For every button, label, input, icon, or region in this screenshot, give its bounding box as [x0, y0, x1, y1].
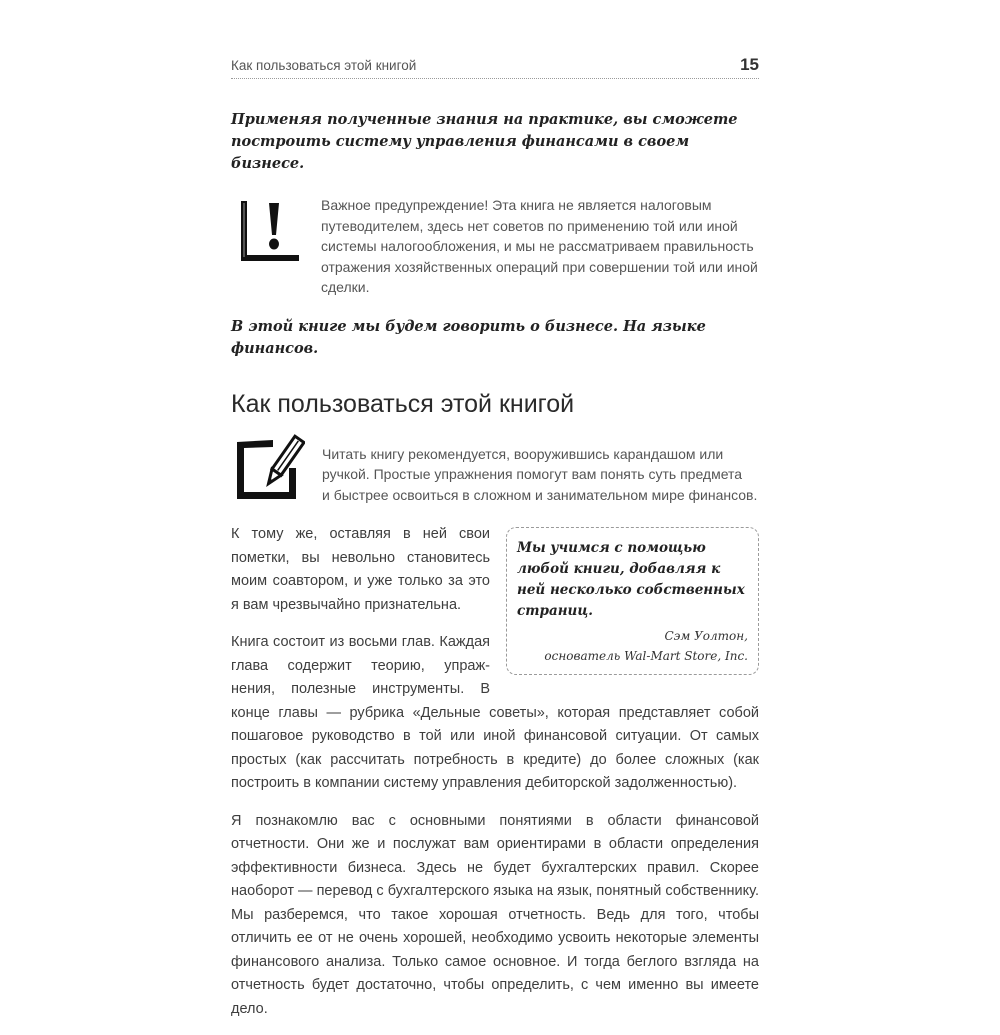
- quote-box: [506, 527, 759, 675]
- pencil-note: [322, 432, 759, 506]
- exclamation-corner-icon: [233, 197, 303, 265]
- paragraph-2-rest: нения, полезные инструменты. В конце главы — рубрика «Дельные советы», которая представляет собой пошаговое руководство в той или иной финансовой ситуации. От самых простых (как рассчитать потребность в кредите) до более сложных (как построить в компании систему управления дебиторской задолженностью).: [231, 681, 759, 791]
- warning-note: [321, 195, 759, 298]
- pencil-note-line: и быстрее освоиться в сложном и занимательном мире финансов.: [322, 486, 758, 503]
- lead-statement-2: В этой книге мы будем говорить о бизнесе. На языке финансов.: [231, 317, 706, 357]
- page-number: 15: [740, 55, 759, 74]
- warning-line: системы налогообложения, и мы не рассматриваем правильность: [321, 238, 754, 254]
- quote-attribution: [517, 626, 748, 666]
- quote-author: Сэм Уолтон,: [664, 629, 748, 643]
- pencil-box-icon: [233, 432, 305, 504]
- warning-line: путеводителем, здесь нет советов по применению той или иной: [321, 217, 738, 234]
- pencil-note-line: ручкой. Простые упражнения помогут вам понять суть предмета: [322, 466, 743, 482]
- paragraph-2-start: Книга состоит из восьми глав. Каждая глава содержит теорию, упраж-: [231, 634, 490, 674]
- warning-block: [231, 195, 759, 298]
- paragraph-3-block: [231, 810, 759, 1022]
- paragraph-3: Я познакомлю вас с основными понятиями в области финансовой отчетности. Они же и послужат вам ориентирами в области определения эффективности бизнеса. Здесь не будет бухгалтерских правил. Скорее наоборот — перевод с бухгалтерского языка на язык, понятный собственнику. Мы разберемся, что такое хорошая отчетность. Ведь для того, чтобы отличить ее от не очень хорошей, необходимо усвоить некоторые элементы финансового анализа. Только самое основное. И тогда беглого взгляда на отчетность будет достаточно, чтобы определить, с чем именно вы имеете дело.: [231, 812, 759, 1017]
- section-heading: Как пользоваться этой книгой: [231, 389, 575, 418]
- pencil-note-line: Читать книгу рекомендуется, вооружившись карандашом или: [322, 445, 724, 462]
- book-page: [231, 0, 759, 1021]
- quote-author-title: основатель Wal-Mart Store, Inc.: [544, 649, 748, 663]
- warning-line: отражения хозяйственных операций при совершении той или иной: [321, 258, 758, 275]
- body-flow: [231, 523, 759, 1021]
- paragraph-1: К тому же, оставляя в ней свои пометки, вы невольно становитесь моим соавтором, и уже только за это я вам чрезвычайно признательна.: [231, 526, 490, 613]
- warning-line: Важное предупреждение! Эта книга не является налоговым: [321, 197, 712, 213]
- warning-line: сделки.: [321, 279, 370, 295]
- running-title: Как пользоваться этой книгой: [231, 58, 417, 73]
- running-header: [231, 56, 759, 79]
- pencil-block: [231, 432, 759, 506]
- lead-statement: Применяя полученные знания на практике, вы сможете построить систему управления финансами в своем бизнесе.: [231, 111, 738, 172]
- quote-text: Мы учимся с помощью любой книги, добавляя к ней несколько собственных страниц.: [517, 540, 745, 619]
